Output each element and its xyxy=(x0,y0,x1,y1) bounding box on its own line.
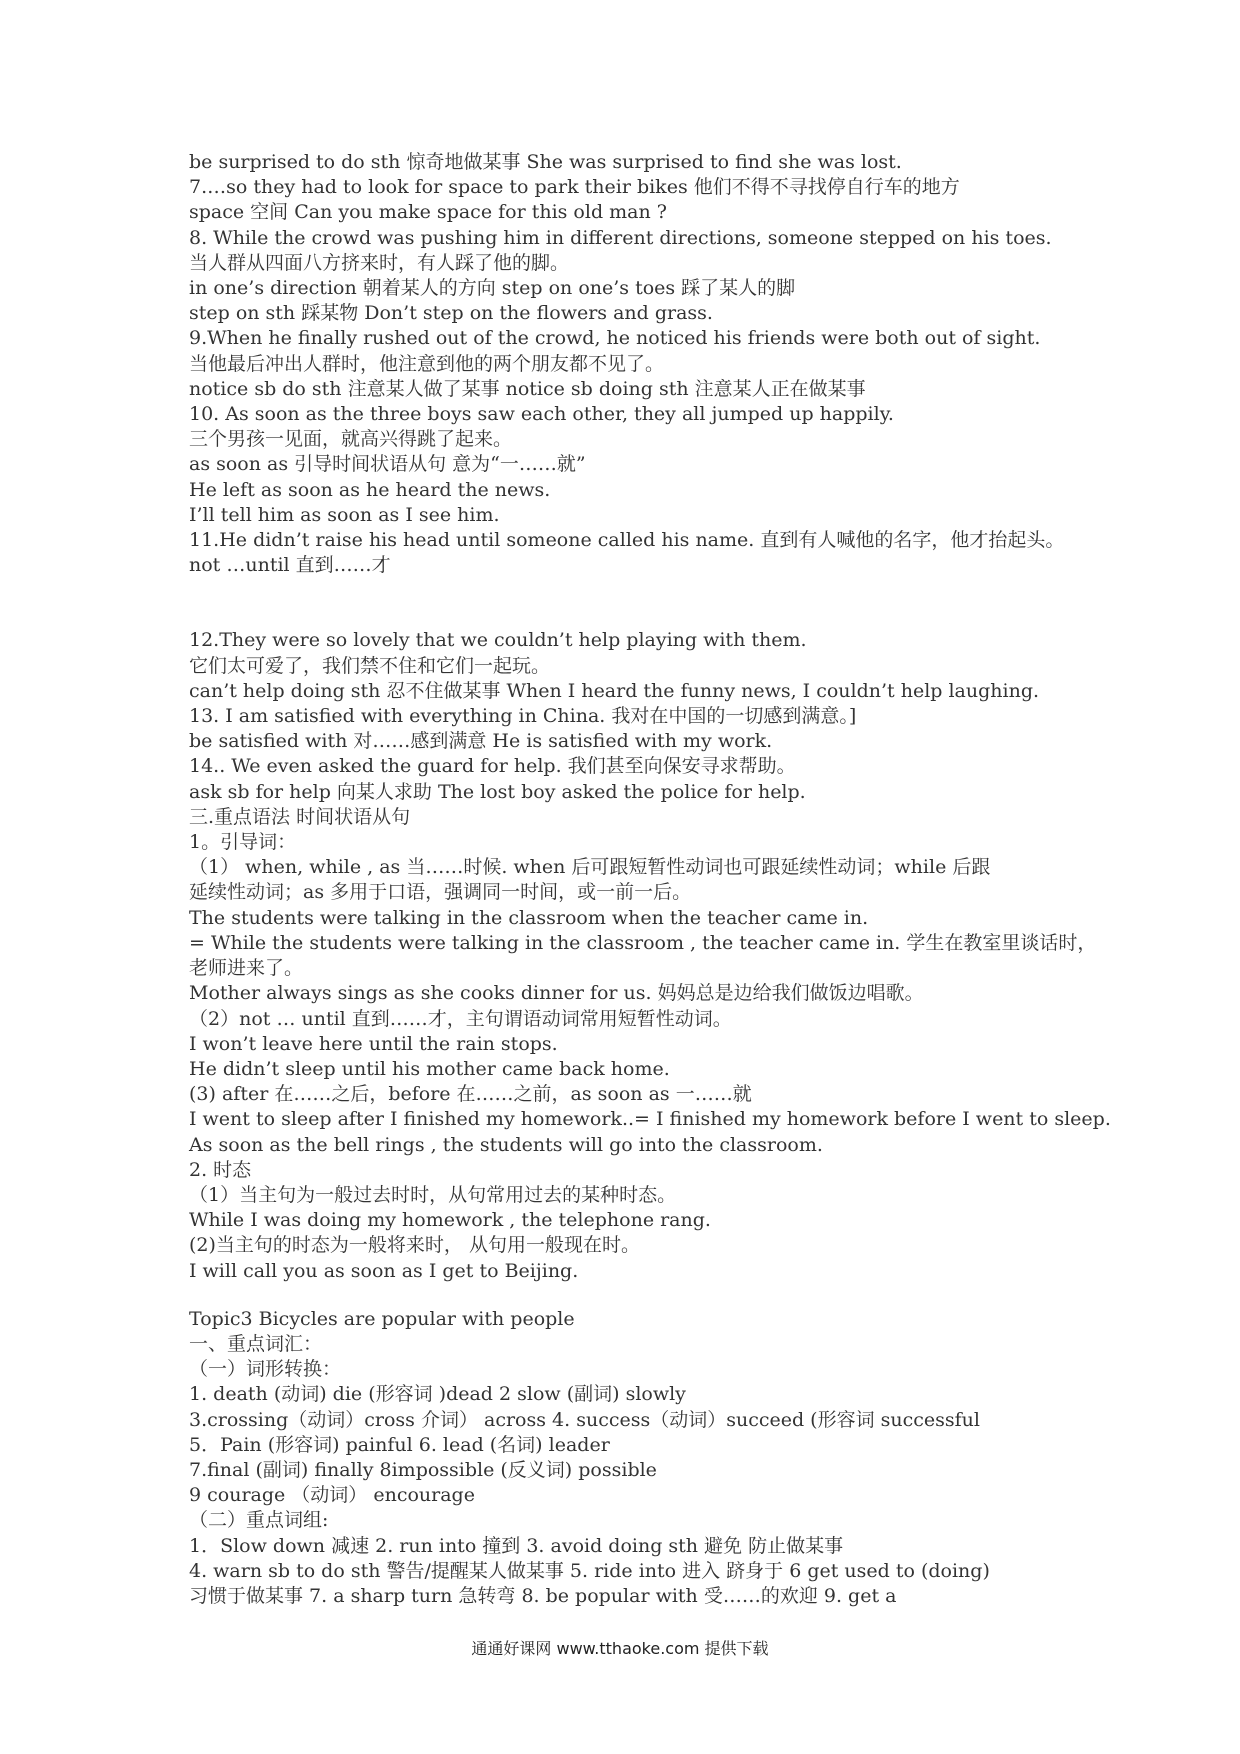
text-line: = While the students were talking in the classroom , the teacher came in. 学生在教室里谈话时， xyxy=(189,931,1097,954)
text-line: 3.crossing（动词）cross 介词） across 4. success（动词）succeed (形容词 successful xyxy=(189,1408,980,1431)
text-line: 2. 时态 xyxy=(189,1158,252,1181)
text-line: be surprised to do sth 惊奇地做某事 She was surprised to find she was lost. xyxy=(189,151,902,173)
text-line: I went to sleep after I finished my homework..= I finished my homework before I went to sleep. xyxy=(189,1108,1111,1131)
text-line: space 空间 Can you make space for this old man ? xyxy=(189,201,667,224)
text-line: 延续性动词；as 多用于口语，强调同一时间，或一前一后。 xyxy=(189,881,692,904)
text-line: 三个男孩一见面，就高兴得跳了起来。 xyxy=(189,428,513,451)
text-line: 9.When he finally rushed out of the crowd, he noticed his friends were both out of sight. xyxy=(189,327,1041,350)
text-line: As soon as the bell rings , the students will go into the classroom. xyxy=(189,1133,823,1156)
text-line: 1．Slow down 减速 2. run into 撞到 3. avoid doing sth 避免 防止做某事 xyxy=(189,1534,844,1557)
text-line: 当人群从四面八方挤来时，有人踩了他的脚。 xyxy=(189,251,570,274)
text-line: Mother always sings as she cooks dinner for us. 妈妈总是边给我们做饭边唱歌。 xyxy=(189,982,924,1005)
text-line: 4. warn sb to do sth 警告/提醒某人做某事 5. ride into 进入 跻身于 6 get used to (doing) xyxy=(189,1559,990,1582)
text-line: notice sb do sth 注意某人做了某事 notice sb doing sth 注意某人正在做某事 xyxy=(189,377,866,400)
text-line: I’ll tell him as soon as I see him. xyxy=(189,503,500,526)
text-line: 14.. We even asked the guard for help. 我们甚至向保安寻求帮助。 xyxy=(189,755,796,778)
text-line: Topic3 Bicycles are popular with people xyxy=(189,1307,575,1330)
text-line: 9 courage （动词） encourage xyxy=(189,1484,475,1507)
text-line: 7.…so they had to look for space to park their bikes 他们不得不寻找停自行车的地方 xyxy=(189,176,960,199)
text-line: I won’t leave here until the rain stops. xyxy=(189,1032,558,1055)
text-line: He left as soon as he heard the news. xyxy=(189,478,551,501)
section-spacer xyxy=(189,578,1089,628)
text-line: The students were talking in the classroom when the teacher came in. xyxy=(189,906,869,929)
text-line: 5．Pain (形容词) painful 6. lead (名词) leader xyxy=(189,1433,610,1456)
notes-section-sentences xyxy=(189,150,1089,578)
text-line: (3) after 在……之后，before 在……之前，as soon as 一……就 xyxy=(189,1083,752,1106)
text-line: 它们太可爱了，我们禁不住和它们一起玩。 xyxy=(189,654,551,677)
text-line: 老师进来了。 xyxy=(189,957,304,980)
text-line: 一、重点词汇： xyxy=(189,1332,323,1355)
text-line: 8. While the crowd was pushing him in different directions, someone stepped on his toes. xyxy=(189,226,1052,249)
text-line: 7.final (副词) finally 8impossible (反义词) possible xyxy=(189,1458,657,1481)
text-line: （2）not … until 直到……才，主句谓语动词常用短暂性动词。 xyxy=(189,1007,732,1030)
text-line: not …until 直到……才 xyxy=(189,554,391,577)
page-content xyxy=(189,150,1111,1609)
text-line: ask sb for help 向某人求助 The lost boy asked the police for help. xyxy=(189,780,806,803)
text-line: 1。引导词： xyxy=(189,831,297,854)
text-line: （二）重点词组: xyxy=(189,1509,329,1532)
text-line: （1） when, while , as 当……时候. when 后可跟短暂性动词也可跟延续性动词；while 后跟 xyxy=(189,856,991,879)
text-line: step on sth 踩某物 Don’t step on the flowers and grass. xyxy=(189,302,713,325)
text-line: （一）词形转换： xyxy=(189,1358,342,1381)
text-line: as soon as 引导时间状语从句 意为“一……就” xyxy=(189,453,586,476)
text-line: 1. death (动词) die (形容词 )dead 2 slow (副词) slowly xyxy=(189,1383,686,1406)
text-line: 10. As soon as the three boys saw each other, they all jumped up happily. xyxy=(189,403,894,426)
section-spacer xyxy=(189,1284,1089,1307)
page-footer: 通通好课网 www.tthaoke.com 提供下载 xyxy=(471,1639,769,1658)
text-line: (2)当主句的时态为一般将来时， 从句用一般现在时。 xyxy=(189,1234,640,1257)
text-line: 当他最后冲出人群时，他注意到他的两个朋友都不见了。 xyxy=(189,352,665,375)
text-line: 习惯于做某事 7. a sharp turn 急转弯 8. be popular with 受……的欢迎 9. get a xyxy=(189,1584,897,1607)
text-line: I will call you as soon as I get to Beijing. xyxy=(189,1259,579,1282)
text-line: 三.重点语法 时间状语从句 xyxy=(189,805,411,828)
text-line: in one’s direction 朝着某人的方向 step on one’s toes 踩了某人的脚 xyxy=(189,277,796,300)
text-line: 12.They were so lovely that we couldn’t help playing with them. xyxy=(189,629,807,652)
text-line: （1）当主句为一般过去时时，从句常用过去的某种时态。 xyxy=(189,1183,677,1206)
text-line: can’t help doing sth 忍不住做某事 When I heard the funny news, I couldn’t help laughing. xyxy=(189,679,1040,702)
notes-section-grammar xyxy=(189,628,1111,1283)
text-line: He didn’t sleep until his mother came back home. xyxy=(189,1057,670,1080)
text-line: 11.He didn’t raise his head until someone called his name. 直到有人喊他的名字，他才抬起头。 xyxy=(189,529,1065,552)
text-line: 13. I am satisfied with everything in China. 我对在中国的一切感到满意。] xyxy=(189,705,857,728)
text-line: While I was doing my homework , the telephone rang. xyxy=(189,1209,711,1232)
text-line: be satisfied with 对……感到满意 He is satisfied with my work. xyxy=(189,730,773,753)
notes-section-topic3 xyxy=(189,1307,1089,1609)
